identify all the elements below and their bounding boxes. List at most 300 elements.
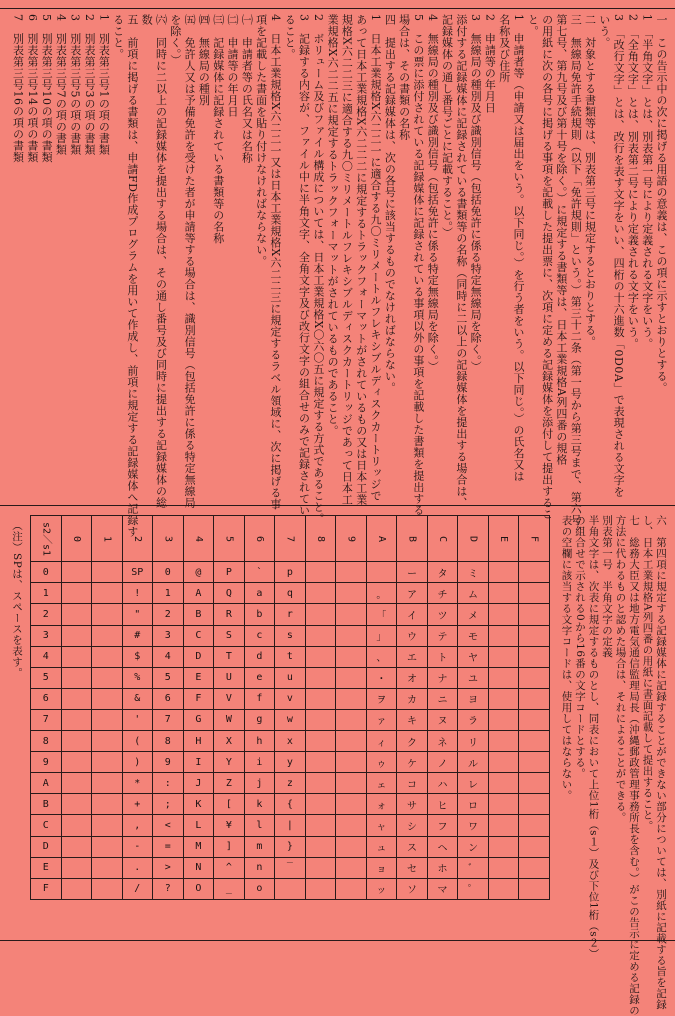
table-cell xyxy=(336,794,367,815)
table-cell xyxy=(336,646,367,667)
table-cell xyxy=(336,583,367,604)
text-column: の用紙に次の各号に掲げる事項を記載した提出票に、次項に定める記録媒体を添付して提出するこ xyxy=(540,14,554,520)
table-cell: n xyxy=(244,857,275,878)
table-cell: ヲ xyxy=(366,688,397,709)
table-cell: D xyxy=(183,646,214,667)
table-cell: r xyxy=(275,604,306,625)
table-cell: " xyxy=(122,604,153,625)
table-header-cell: 6 xyxy=(244,516,275,562)
row-header-cell: C xyxy=(31,815,62,836)
table-cell: ¥ xyxy=(214,815,245,836)
table-cell xyxy=(519,688,550,709)
table-header-cell: 8 xyxy=(305,516,336,562)
table-cell xyxy=(336,752,367,773)
table-cell xyxy=(519,646,550,667)
row-header-cell: B xyxy=(31,794,62,815)
table-cell xyxy=(92,688,123,709)
row-header-cell: 4 xyxy=(31,646,62,667)
table-cell: | xyxy=(275,815,306,836)
table-cell: [ xyxy=(214,794,245,815)
table-row xyxy=(31,878,550,899)
text-column: 5 この票に添付されている記録媒体に記録されている事項以外の事項を記載した書類を提出する xyxy=(411,14,425,516)
table-cell: f xyxy=(244,688,275,709)
table-cell xyxy=(488,857,519,878)
text-column: 名称及び住所 xyxy=(497,14,511,83)
table-cell: モ xyxy=(458,625,489,646)
table-cell xyxy=(488,688,519,709)
table-cell: # xyxy=(122,625,153,646)
table-cell: ロ xyxy=(458,794,489,815)
table-cell xyxy=(92,836,123,857)
table-cell xyxy=(305,709,336,730)
table-cell xyxy=(519,709,550,730)
table-cell xyxy=(336,604,367,625)
table-cell: l xyxy=(244,815,275,836)
table-cell: 2 xyxy=(153,604,184,625)
text-column: ㈣ 無線局の種別 xyxy=(197,14,211,106)
table-cell: オ xyxy=(397,667,428,688)
table-cell: ヒ xyxy=(427,794,458,815)
table-cell xyxy=(305,688,336,709)
table-cell: u xyxy=(275,667,306,688)
text-column: 4 日本工業規格X六二二一又は日本工業規格X六二二三に規定するラベル領域に、次に掲げる事 xyxy=(268,14,282,510)
table-cell: 6 xyxy=(153,688,184,709)
table-row xyxy=(31,773,550,794)
table-cell: b xyxy=(244,604,275,625)
table-cell: S xyxy=(214,625,245,646)
table-cell xyxy=(305,794,336,815)
table-cell xyxy=(92,815,123,836)
table-cell xyxy=(61,625,92,646)
text-column: 2 ボリューム及びファイル構成については、日本工業規格X〇六〇五に規定する方式であること。 xyxy=(311,14,325,525)
table-cell: ー xyxy=(397,562,428,583)
table-cell xyxy=(92,752,123,773)
table-row xyxy=(31,667,550,688)
table-cell: ト xyxy=(427,646,458,667)
table-cell xyxy=(92,773,123,794)
table-cell xyxy=(61,731,92,752)
table-cell: 0 xyxy=(153,562,184,583)
table-cell: メ xyxy=(458,604,489,625)
table-cell: T xyxy=(214,646,245,667)
table-cell xyxy=(519,857,550,878)
table-cell: X xyxy=(214,731,245,752)
table-cell: ツ xyxy=(427,604,458,625)
table-cell: ン xyxy=(458,836,489,857)
table-cell xyxy=(92,604,123,625)
table-header-cell: D xyxy=(458,516,489,562)
table-cell: < xyxy=(153,815,184,836)
table-cell xyxy=(336,773,367,794)
text-column: 七 総務大臣又は地方電気通信監理局長（沖縄郵政管理事務所長を含む。）がこの告示に定める記録の xyxy=(628,515,640,1016)
text-column: 3 記録する内容が、ファイル中に半角文字、全角文字及び改行文字の組合せのみで記録されてい xyxy=(297,14,311,516)
row-header-cell: E xyxy=(31,857,62,878)
table-header-cell: B xyxy=(397,516,428,562)
table-cell xyxy=(488,709,519,730)
table-cell: h xyxy=(244,731,275,752)
table-row xyxy=(31,731,550,752)
table-header-cell: A xyxy=(366,516,397,562)
table-cell: ノ xyxy=(427,752,458,773)
table-cell: ム xyxy=(458,583,489,604)
table-cell: 3 xyxy=(153,625,184,646)
table-cell xyxy=(275,878,306,899)
table-cell: ゜ xyxy=(458,878,489,899)
table-cell: ケ xyxy=(397,752,428,773)
table-cell xyxy=(519,773,550,794)
table-cell xyxy=(61,794,92,815)
table-cell: w xyxy=(275,709,306,730)
table-cell: g xyxy=(244,709,275,730)
text-column: 業規格X六二二五に規定するトラックフォーマットがされているものであること。 xyxy=(326,14,340,437)
table-cell xyxy=(519,878,550,899)
table-cell: ) xyxy=(122,752,153,773)
table-header-cell: 7 xyxy=(275,516,306,562)
text-column: し、日本工業規格A列四番の用紙に書面記載して提出すること。 xyxy=(641,515,654,832)
table-cell: フ xyxy=(427,815,458,836)
text-column: 4 別表第三号7の項の書類 xyxy=(54,14,68,156)
table-cell: A xyxy=(183,583,214,604)
row-header-cell: 1 xyxy=(31,583,62,604)
table-cell xyxy=(336,625,367,646)
text-column: 表の空欄に該当する文字コードは、使用してはならない。 xyxy=(560,515,573,801)
table-cell: O xyxy=(183,878,214,899)
table-cell: s xyxy=(275,625,306,646)
text-column: と。 xyxy=(526,14,540,37)
table-cell: イ xyxy=(397,604,428,625)
table-cell: ヤ xyxy=(458,646,489,667)
text-column: 添付する記録媒体に記録されている書類等の名称（同時に二以上の記録媒体を提出する場合は、 xyxy=(454,14,468,509)
text-column: 五 前項に掲げる書類は、申請FD作成プログラムを用いて作成し、前項に規定する記録媒体へ記録す xyxy=(125,14,139,538)
table-cell xyxy=(61,688,92,709)
table-cell xyxy=(92,709,123,730)
table-cell: P xyxy=(214,562,245,583)
table-cell: ミ xyxy=(458,562,489,583)
table-cell: p xyxy=(275,562,306,583)
table-cell: ル xyxy=(458,752,489,773)
table-cell xyxy=(61,667,92,688)
table-cell xyxy=(336,562,367,583)
table-cell xyxy=(488,815,519,836)
table-cell: q xyxy=(275,583,306,604)
text-column: 第七号、第九号及び第十号を除く。）に規定する書類等は、日本工業規格A列四番の規格 xyxy=(554,14,568,466)
table-cell: ネ xyxy=(427,731,458,752)
table-header-cell: 4 xyxy=(183,516,214,562)
row-header-cell: D xyxy=(31,836,62,857)
table-cell: ィ xyxy=(366,731,397,752)
table-cell: タ xyxy=(427,562,458,583)
table-header-cell: C xyxy=(427,516,458,562)
table-cell: y xyxy=(275,752,306,773)
table-cell: ・ xyxy=(366,667,397,688)
table-cell: ' xyxy=(122,709,153,730)
table-cell: ァ xyxy=(366,709,397,730)
text-column: あって日本工業規格X六二二二に規定するトラックフォーマットがされているもの又は日本工業 xyxy=(354,14,368,506)
table-cell: Z xyxy=(214,773,245,794)
text-column: 六 第四項に規定する記録媒体に記録することができない部分については、別紙に記載する旨を記録 xyxy=(655,515,667,1010)
table-cell: レ xyxy=(458,773,489,794)
table-cell xyxy=(61,562,92,583)
half-width-character-table xyxy=(30,515,550,900)
table-cell: コ xyxy=(397,773,428,794)
table-header-cell: 5 xyxy=(214,516,245,562)
table-cell xyxy=(519,583,550,604)
table-cell: ォ xyxy=(366,794,397,815)
table-cell xyxy=(519,562,550,583)
table-cell xyxy=(305,562,336,583)
table-cell xyxy=(305,815,336,836)
row-header-cell: 0 xyxy=(31,562,62,583)
table-cell: 7 xyxy=(153,709,184,730)
row-header-cell: 7 xyxy=(31,709,62,730)
table-cell xyxy=(519,815,550,836)
table-cell: } xyxy=(275,836,306,857)
text-column: 2 申請等の年月日 xyxy=(483,14,497,114)
table-cell xyxy=(92,646,123,667)
row-header-cell: 3 xyxy=(31,625,62,646)
table-cell: 5 xyxy=(153,667,184,688)
table-cell xyxy=(92,625,123,646)
table-cell: a xyxy=(244,583,275,604)
table-cell xyxy=(488,836,519,857)
table-cell: M xyxy=(183,836,214,857)
table-cell: + xyxy=(122,794,153,815)
table-cell xyxy=(92,731,123,752)
table-cell xyxy=(61,878,92,899)
table-cell: マ xyxy=(427,878,458,899)
text-column: 2 「全角文字」とは、別表第二号により定義される文字をいう。 xyxy=(626,14,640,350)
table-cell xyxy=(305,878,336,899)
table-cell xyxy=(61,709,92,730)
table-cell: 。 xyxy=(366,583,397,604)
table-cell: ? xyxy=(153,878,184,899)
text-column: 別表第一号 半角文字の定義 xyxy=(601,515,613,658)
text-column: 二 対象とする書類等は、別表第三号に規定するとおりとする。 xyxy=(583,14,597,348)
row-header-cell: 5 xyxy=(31,667,62,688)
table-cell: ^ xyxy=(214,857,245,878)
text-column: ㈤ 免許人又は予備免許を受けた者が申請等する場合は、識別信号（包括免許に係る特定無線局 xyxy=(183,14,197,509)
table-cell: ア xyxy=(397,583,428,604)
table-cell: Y xyxy=(214,752,245,773)
table-cell: J xyxy=(183,773,214,794)
table-cell xyxy=(488,583,519,604)
table-cell: k xyxy=(244,794,275,815)
table-cell xyxy=(336,815,367,836)
text-column: 四 提出する記録媒体は、次の各号に該当するものでなければならない。 xyxy=(383,14,397,394)
table-cell xyxy=(488,731,519,752)
table-cell: ラ xyxy=(458,709,489,730)
table-cell: C xyxy=(183,625,214,646)
table-row xyxy=(31,604,550,625)
text-column: 5 別表第三号10の項の書類 xyxy=(40,14,54,163)
text-column: 3 別表第三号5の項の書類 xyxy=(68,14,82,156)
table-cell: サ xyxy=(397,794,428,815)
table-cell: K xyxy=(183,794,214,815)
table-cell xyxy=(336,709,367,730)
table-note: （注）SPは、スペースを表す。 xyxy=(11,520,23,679)
text-column: ㈡ 申請等の年月日 xyxy=(226,14,239,118)
table-cell xyxy=(519,794,550,815)
text-column: 7 別表第三号16の項の書類 xyxy=(11,14,25,163)
table-cell: : xyxy=(153,773,184,794)
text-column: 4 無線局の種別及び識別信号（包括免許に係る特定無線局を除く。） xyxy=(426,14,440,373)
table-cell: & xyxy=(122,688,153,709)
table-cell xyxy=(519,731,550,752)
table-cell xyxy=(305,667,336,688)
table-cell: セ xyxy=(397,857,428,878)
table-cell: ャ xyxy=(366,815,397,836)
table-cell: R xyxy=(214,604,245,625)
table-cell: I xyxy=(183,752,214,773)
row-header-cell: 8 xyxy=(31,731,62,752)
table-cell: > xyxy=(153,857,184,878)
table-cell xyxy=(336,731,367,752)
table-row xyxy=(31,857,550,878)
table-header-cell: 1 xyxy=(92,516,123,562)
table-cell xyxy=(61,752,92,773)
table-cell: ク xyxy=(397,731,428,752)
text-column: 記録媒体の通し番号ごとに記載すること。） xyxy=(440,14,454,239)
text-column: 1 日本工業規格X六二二一に適合する九〇ミリメートルフレキシブルディスクカートリッジで xyxy=(369,14,382,502)
table-header-cell: s2＼s1 xyxy=(31,516,62,562)
table-cell: z xyxy=(275,773,306,794)
table-cell: m xyxy=(244,836,275,857)
text-column: 方法に代わるものと認めた場合は、それによることができる。 xyxy=(614,515,627,823)
table-cell xyxy=(336,667,367,688)
table-cell: ェ xyxy=(366,773,397,794)
table-cell: Q xyxy=(214,583,245,604)
table-cell xyxy=(488,878,519,899)
text-column: 規格X六二二三に適合する九〇ミリメートルフレキシブルディスクカートリッジであって日本工 xyxy=(340,14,354,506)
text-column: 一 この告示中の次に掲げる用語の意義は、この項に示すとおりとする。 xyxy=(655,14,668,394)
table-header-cell: 9 xyxy=(336,516,367,562)
table-cell: U xyxy=(214,667,245,688)
table-cell: e xyxy=(244,667,275,688)
bottom-rule xyxy=(0,940,675,941)
row-header-cell: A xyxy=(31,773,62,794)
table-cell xyxy=(305,604,336,625)
table-cell: B xyxy=(183,604,214,625)
table-cell: テ xyxy=(427,625,458,646)
text-column: ること。 xyxy=(111,14,125,60)
table-cell xyxy=(305,857,336,878)
text-column: 2 別表第三号3の項の書類 xyxy=(83,14,96,156)
table-row xyxy=(31,709,550,730)
table-cell: v xyxy=(275,688,306,709)
table-row xyxy=(31,688,550,709)
table-cell xyxy=(61,773,92,794)
table-cell xyxy=(488,773,519,794)
table-cell xyxy=(61,815,92,836)
table-cell xyxy=(336,857,367,878)
table-cell: ワ xyxy=(458,815,489,836)
text-column: 6 別表第三号14の項の書類 xyxy=(25,14,39,163)
table-cell xyxy=(488,604,519,625)
table-cell xyxy=(519,752,550,773)
text-column: 1 「半角文字」とは、別表第一号により定義される文字をいう。 xyxy=(640,14,654,350)
text-column: 場合は、その書類の名称 xyxy=(397,14,411,141)
text-column: 項を記載した書面を貼り付けなければならない。 xyxy=(254,14,268,267)
row-header-cell: 2 xyxy=(31,604,62,625)
table-header-cell: 3 xyxy=(153,516,184,562)
table-cell: ョ xyxy=(366,857,397,878)
row-header-cell: 9 xyxy=(31,752,62,773)
top-rule xyxy=(0,8,675,9)
text-column: の組合せで示される0から16番の文字コードとする。 xyxy=(574,515,586,779)
table-cell xyxy=(305,836,336,857)
row-header-cell: 6 xyxy=(31,688,62,709)
table-cell: o xyxy=(244,878,275,899)
table-cell: 4 xyxy=(153,646,184,667)
table-cell: ヌ xyxy=(427,709,458,730)
text-column: 3 無線局の種別及び識別信号（包括免許に係る特定無線局を除く。） xyxy=(469,14,483,373)
table-cell: % xyxy=(122,667,153,688)
row-header-cell: F xyxy=(31,878,62,899)
table-header-cell: 0 xyxy=(61,516,92,562)
table-cell: ホ xyxy=(427,857,458,878)
table-cell xyxy=(336,688,367,709)
table-cell xyxy=(519,667,550,688)
text-column: 半角文字は、次表に規定するものとし、同表において上位1桁（s１）及び下位1桁（s２） xyxy=(587,515,600,960)
table-cell: . xyxy=(122,857,153,878)
text-column: 数 xyxy=(140,14,154,26)
text-column: いう。 xyxy=(597,14,611,49)
table-row xyxy=(31,836,550,857)
table-cell xyxy=(61,836,92,857)
table-cell: = xyxy=(153,836,184,857)
table-cell: ゛ xyxy=(458,857,489,878)
table-cell: ナ xyxy=(427,667,458,688)
table-row xyxy=(31,752,550,773)
text-column: ㈠ 申請者等の氏名又は名称 xyxy=(240,14,254,164)
table-row xyxy=(31,583,550,604)
table-cell xyxy=(488,752,519,773)
table-cell xyxy=(305,773,336,794)
table-cell xyxy=(488,646,519,667)
table-cell xyxy=(61,583,92,604)
table-cell: ユ xyxy=(458,667,489,688)
table-cell: L xyxy=(183,815,214,836)
table-cell: ニ xyxy=(427,688,458,709)
table-cell: シ xyxy=(397,815,428,836)
text-column: 1 申請者等（申請又は届出をいう。以下同じ。）を行う者をいう。以下同じ。）の氏名又は xyxy=(512,14,525,482)
table-cell xyxy=(92,667,123,688)
table-row xyxy=(31,562,550,583)
table-cell: SP xyxy=(122,562,153,583)
table-cell: ウ xyxy=(397,625,428,646)
table-cell: ! xyxy=(122,583,153,604)
table-cell: ` xyxy=(244,562,275,583)
table-header-cell: E xyxy=(488,516,519,562)
table-cell: V xyxy=(214,688,245,709)
table-cell xyxy=(305,583,336,604)
table-cell xyxy=(519,836,550,857)
table-cell xyxy=(92,562,123,583)
table-cell: 1 xyxy=(153,583,184,604)
table-cell xyxy=(92,794,123,815)
table-cell: - xyxy=(122,836,153,857)
table-cell xyxy=(519,604,550,625)
table-cell: ; xyxy=(153,794,184,815)
table-cell xyxy=(488,625,519,646)
table-cell: F xyxy=(183,688,214,709)
table-cell xyxy=(61,604,92,625)
table-cell: 9 xyxy=(153,752,184,773)
table-cell: G xyxy=(183,709,214,730)
table-cell: ‾ xyxy=(275,857,306,878)
table-cell: W xyxy=(214,709,245,730)
table-cell xyxy=(488,562,519,583)
